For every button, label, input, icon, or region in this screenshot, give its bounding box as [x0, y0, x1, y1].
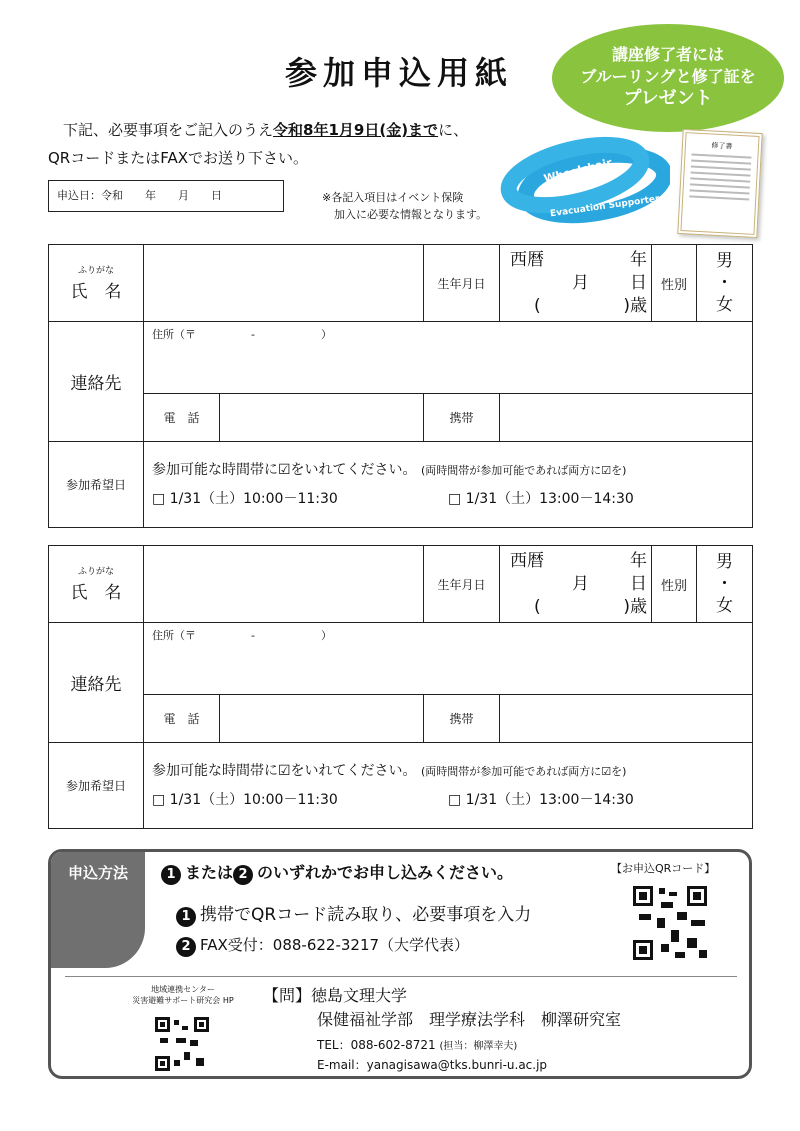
contact-info: [263, 984, 621, 1074]
present-bubble: [552, 24, 784, 132]
wristband-image: [500, 135, 670, 225]
certificate-image: [677, 129, 762, 238]
phone-input[interactable]: [220, 394, 424, 442]
name-input[interactable]: [144, 245, 424, 322]
bubble-line2: ブルーリングと修了証を: [580, 67, 756, 86]
method-tab: 申込方法: [51, 852, 145, 968]
note-line2: 加入に必要な情報となります。: [334, 208, 488, 221]
name-input[interactable]: [144, 546, 424, 623]
center-label: 地域連携センター 災害避難サポート研究会 HP: [132, 985, 234, 1005]
band-text-1: Wheelchair: [542, 155, 614, 186]
dob-input[interactable]: 西暦 年 月 日 ( )歳: [500, 245, 652, 322]
method-fax: 2 FAX受付：088-622-3217（大学代表）: [176, 934, 469, 957]
phone-input[interactable]: [220, 695, 424, 743]
intro-text: [48, 116, 568, 172]
contact-label: 連絡先: [49, 623, 144, 743]
wish-options: 参加可能な時間帯に☑をいれてください。 (両時間帯が参加可能であれば両方に☑を) □ 1/31（土）10:00－11:30 □ 1/31（土）13:00－14:30: [144, 743, 753, 829]
intro-post: に、: [438, 121, 469, 139]
intro-pre: 下記、必要事項をご記入のうえ: [63, 121, 274, 139]
phone-label: 電 話: [144, 394, 220, 442]
certificate-title: 修了書: [711, 141, 733, 151]
bubble-line1: 講座修了者には: [611, 45, 724, 64]
address-input[interactable]: 住所（〒 - ）: [144, 623, 753, 695]
mobile-label: 携帯: [424, 394, 500, 442]
contact-label: 連絡先: [49, 322, 144, 442]
note-line1: ※各記入項目はイベント保険: [322, 191, 464, 204]
intro-line2: QRコードまたはFAXでお送り下さい。: [48, 149, 309, 167]
method-qr: 1 携帯でQRコード読み取り、必要事項を入力: [176, 900, 531, 927]
dept-line: 保健福祉学部 理学療法学科 柳澤研究室: [317, 1010, 622, 1029]
mobile-input[interactable]: [500, 394, 753, 442]
application-qr-code[interactable]: [631, 884, 709, 962]
bubble-line3: プレゼント: [623, 88, 713, 109]
slot1-checkbox[interactable]: □ 1/31（土）10:00－11:30: [152, 792, 338, 808]
tel-line: TEL：088-602-8721 (担当：柳澤幸夫): [317, 1038, 518, 1052]
dob-input[interactable]: 西暦 年 月 日 ( )歳: [500, 546, 652, 623]
inquiry-line: 【問】徳島文理大学: [263, 986, 408, 1005]
phone-label: 電 話: [144, 695, 220, 743]
divider: [65, 976, 737, 977]
sex-label: 性別: [652, 245, 697, 322]
dob-label: 生年月日: [424, 546, 500, 623]
name-label: ふりがな 氏 名: [49, 245, 144, 322]
wish-label: 参加希望日: [49, 743, 144, 829]
slot2-checkbox[interactable]: □ 1/31（土）13:00－14:30: [448, 491, 634, 507]
application-method-panel: [48, 849, 752, 1079]
qr-label: 【お申込QRコード】: [611, 862, 716, 875]
method-headline: 1 または 2 のいずれかでお申し込みください。: [161, 860, 513, 885]
address-input[interactable]: 住所（〒 - ）: [144, 322, 753, 394]
wish-options: 参加可能な時間帯に☑をいれてください。 (両時間帯が参加可能であれば両方に☑を) □ 1/31（土）10:00－11:30 □ 1/31（土）13:00－14:30: [144, 442, 753, 528]
band-text-2: Evacuation Supporter: [549, 194, 661, 220]
mobile-label: 携帯: [424, 695, 500, 743]
slot2-checkbox[interactable]: □ 1/31（土）13:00－14:30: [448, 792, 634, 808]
page-title: 参加申込用紙: [285, 54, 514, 92]
center-qr-code[interactable]: [154, 1016, 210, 1072]
slot1-checkbox[interactable]: □ 1/31（土）10:00－11:30: [152, 491, 338, 507]
insurance-note: [322, 189, 522, 223]
sex-label: 性別: [652, 546, 697, 623]
application-date-field[interactable]: 申込日：令和 年 月 日: [48, 180, 284, 212]
name-label: ふりがな 氏 名: [49, 546, 144, 623]
wish-label: 参加希望日: [49, 442, 144, 528]
dob-label: 生年月日: [424, 245, 500, 322]
sex-select[interactable]: 男 ・ 女: [697, 546, 753, 623]
sex-select[interactable]: 男 ・ 女: [697, 245, 753, 322]
mobile-input[interactable]: [500, 695, 753, 743]
application-form-2: [48, 545, 753, 829]
deadline: 令和8年1月9日(金)まで: [273, 121, 439, 139]
email-line[interactable]: E-mail：yanagisawa@tks.bunri-u.ac.jp: [317, 1058, 548, 1072]
application-form-1: [48, 244, 753, 528]
